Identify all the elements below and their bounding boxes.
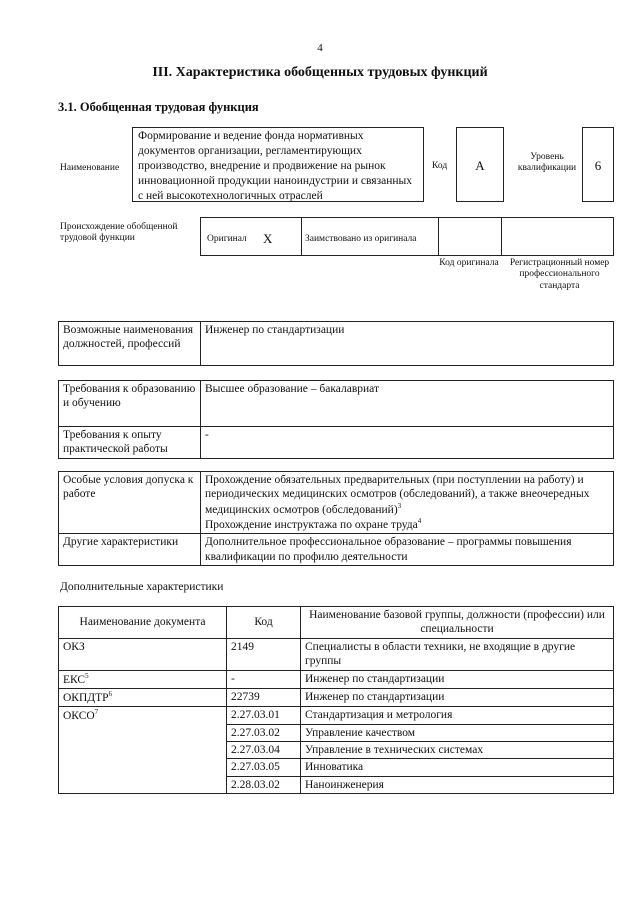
- other-characteristics-label: Другие характеристики: [59, 534, 201, 566]
- special-conditions-value: [201, 472, 614, 534]
- special-conditions-text-1: Прохождение обязательных предварительных (при поступлении на работу) и периодических медицинских осмотров (обследований), а также внеочередных медицинских осмотров (обследований): [205, 474, 590, 516]
- header-doc: Наименование документа: [59, 607, 227, 639]
- origin-box: [200, 217, 614, 256]
- eks-code: -: [227, 670, 301, 688]
- okso-name: Наноинженерия: [301, 776, 614, 793]
- special-conditions-text-2: Прохождение инструктажа по охране труда: [205, 518, 418, 531]
- original-mark: X: [263, 231, 273, 246]
- eks-doc: ЕКС$^5$: [59, 670, 227, 688]
- okz-name: Специалисты в области техники, не входящие в другие группы: [301, 639, 614, 671]
- original-label: Оригинал: [207, 234, 247, 244]
- okso-name: Инноватика: [301, 759, 614, 776]
- footnote-7: 7: [94, 708, 99, 717]
- table-row: [59, 707, 614, 724]
- positions-label: Возможные наименования должностей, профессий: [59, 322, 201, 366]
- okso-code: 2.27.03.05: [227, 759, 301, 776]
- footnote-5: 5: [85, 671, 89, 680]
- additional-table: [58, 606, 614, 794]
- okso-name: Управление качеством: [301, 724, 614, 741]
- okpdtr-code: 22739: [227, 688, 301, 706]
- additional-title: Дополнительные характеристики: [60, 581, 224, 593]
- eks-name: Инженер по стандартизации: [301, 670, 614, 688]
- experience-label: Требования к опыту практической работы: [59, 427, 201, 459]
- education-label: Требования к образованию и обучению: [59, 381, 201, 427]
- level-label: Уровень квалификации: [517, 152, 577, 174]
- education-value: Высшее образование – бакалавриат: [201, 381, 614, 427]
- okz-doc: ОКЗ: [59, 639, 227, 671]
- okso-code: 2.27.03.04: [227, 741, 301, 758]
- name-label: Наименование: [60, 163, 120, 173]
- okz-code: 2149: [227, 639, 301, 671]
- okso-doc: ОКСО$^7$: [59, 707, 227, 794]
- reg-number-caption: Регистрационный номер профессионального стандарта: [509, 258, 610, 291]
- table-row: [59, 670, 614, 688]
- footnote-3: 3: [397, 501, 402, 510]
- code-label: Код: [432, 161, 448, 171]
- header-code: Код: [227, 607, 301, 639]
- level-box: [582, 127, 614, 202]
- positions-value: Инженер по стандартизации: [201, 322, 614, 366]
- code-origin-caption: Код оригинала: [439, 258, 499, 268]
- okso-code: 2.27.03.02: [227, 724, 301, 741]
- table-row: [59, 688, 614, 706]
- table-row: [59, 639, 614, 671]
- conditions-table: [58, 471, 614, 566]
- function-name-value: Формирование и ведение фонда нормативных документов организации, регламентирующих производство, внедрение и продвижение на рынок инновационной продукции наноиндустрии и связанных с ней высокотехнологичных отраслей: [138, 130, 413, 202]
- borrowed-label: Заимствовано из оригинала: [305, 234, 417, 244]
- page-number: 4: [317, 42, 323, 54]
- footnote-6: 6: [108, 689, 113, 698]
- function-name-box: [132, 127, 424, 202]
- level-value: 6: [594, 158, 602, 173]
- requirements-table: [58, 380, 614, 459]
- positions-table: [58, 321, 614, 366]
- origin-label: Происхождение обобщенной трудовой функции: [60, 222, 178, 244]
- subsection-title: 3.1. Обобщенная трудовая функция: [58, 100, 259, 114]
- header-name: Наименование базовой группы, должности (профессии) или специальности: [301, 607, 614, 639]
- code-value: A: [475, 158, 485, 173]
- okso-code: 2.27.03.01: [227, 707, 301, 724]
- code-box: [456, 127, 504, 202]
- okpdtr-doc: ОКПДТР$^6$: [59, 688, 227, 706]
- okso-name: Стандартизация и метрология: [301, 707, 614, 724]
- experience-value: -: [201, 427, 614, 459]
- other-characteristics-value: Дополнительное профессиональное образование – программы повышения квалификации по профилю деятельности: [201, 534, 614, 566]
- okso-code: 2.28.03.02: [227, 776, 301, 793]
- footnote-4: 4: [417, 516, 422, 525]
- section-title: III. Характеристика обобщенных трудовых функций: [152, 65, 488, 80]
- okso-name: Управление в технических системах: [301, 741, 614, 758]
- special-conditions-label: Особые условия допуска к работе: [59, 472, 201, 534]
- okpdtr-name: Инженер по стандартизации: [301, 688, 614, 706]
